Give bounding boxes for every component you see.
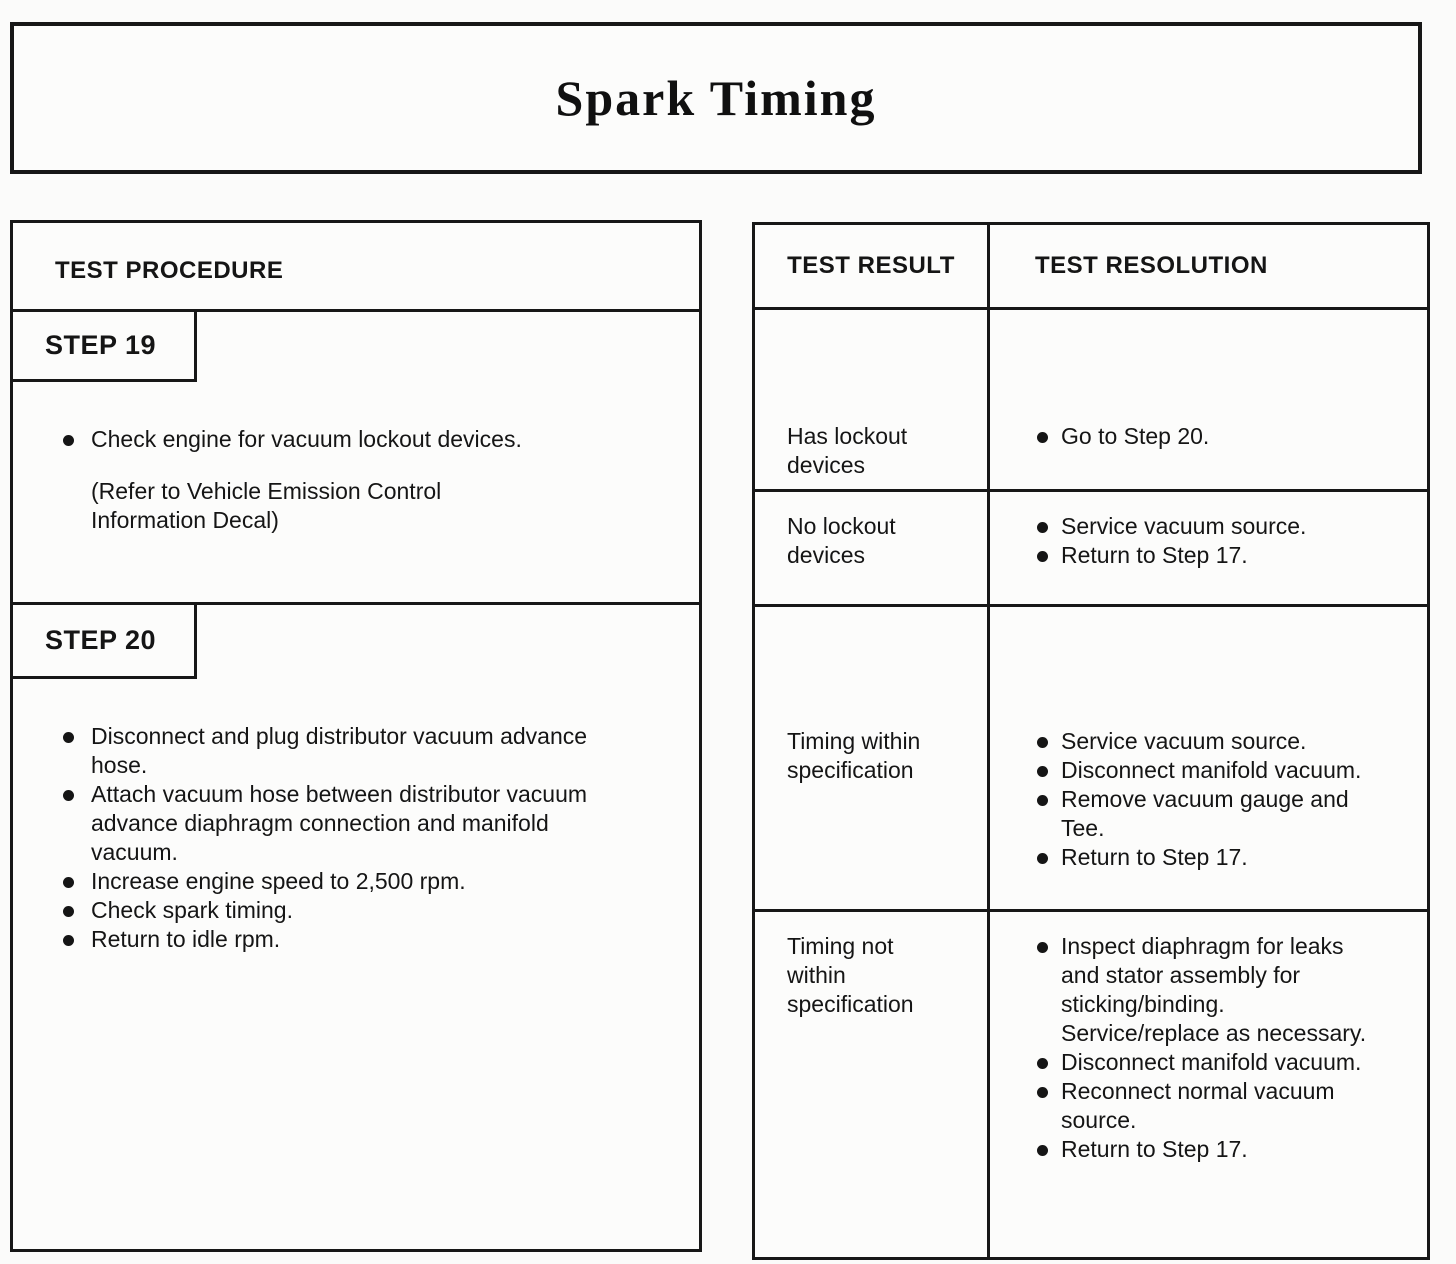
resolution-text: Go to Step 20. [1061,423,1210,449]
resolution-bullet [1035,843,1427,872]
test-result-header: TEST RESULT [755,225,990,310]
resolution-text: Service vacuum source. [1061,728,1307,754]
procedure-bullet-text: Attach vacuum hose between distributor vacuum advance diaphragm connection and manifold vacuum. [91,781,588,865]
resolution-bullet [1035,932,1427,1048]
resolution-text: Return to Step 17. [1061,1136,1248,1162]
procedure-bullet [61,780,669,867]
test-result-cell [755,912,990,1257]
procedure-bullet [61,867,669,896]
step-20-content [13,679,699,954]
test-resolution-header: TEST RESOLUTION [990,225,1427,310]
result-text: Timing within specification [787,728,921,783]
test-resolution-cell [990,607,1427,912]
step-20-section [13,605,699,1249]
results-table [752,222,1430,1260]
procedure-bullet-text: Check engine for vacuum lockout devices. [91,426,522,452]
test-procedure-panel [10,220,702,1252]
procedure-bullet [61,896,669,925]
resolution-text: Disconnect manifold vacuum. [1061,757,1362,783]
procedure-bullet-text: Return to idle rpm. [91,926,281,952]
procedure-bullet-text: Increase engine speed to 2,500 rpm. [91,868,466,894]
resolution-text: Disconnect manifold vacuum. [1061,1049,1362,1075]
resolution-bullet [1035,422,1427,451]
result-text: Timing not within specification [787,933,914,1017]
test-result-cell [755,310,990,492]
step-19-label: STEP 19 [45,330,157,360]
resolution-bullet [1035,756,1427,785]
resolution-bullet [1035,1135,1427,1164]
step-20-tab [13,605,197,679]
procedure-bullet-text: Disconnect and plug distributor vacuum advance hose. [91,723,588,778]
step-19-content [13,382,699,535]
test-result-cell [755,607,990,912]
result-text: No lockout devices [787,513,896,568]
resolution-text: Remove vacuum gauge and Tee. [1061,786,1349,841]
resolution-bullet [1035,541,1427,570]
procedure-note: (Refer to Vehicle Emission Control Information Decal) [91,478,442,533]
resolution-bullet [1035,785,1427,843]
result-text: Has lockout devices [787,423,908,478]
resolution-bullet [1035,1048,1427,1077]
title-panel [10,22,1422,174]
resolution-text: Return to Step 17. [1061,542,1248,568]
resolution-text: Reconnect normal vacuum source. [1061,1078,1335,1133]
resolution-text: Service vacuum source. [1061,513,1307,539]
test-procedure-header: TEST PROCEDURE [13,223,699,312]
resolution-text: Inspect diaphragm for leaks and stator assembly for sticking/binding. Service/replace as necessary. [1061,933,1367,1046]
test-resolution-cell [990,310,1427,492]
resolution-text: Return to Step 17. [1061,844,1248,870]
resolution-bullet [1035,512,1427,541]
test-resolution-cell [990,912,1427,1257]
test-result-cell [755,492,990,607]
procedure-bullet [61,925,669,954]
resolution-bullet [1035,727,1427,756]
step-20-label: STEP 20 [45,625,157,655]
procedure-bullet [61,425,669,454]
test-resolution-cell [990,492,1427,607]
step-19-tab [13,312,197,382]
document-title: Spark Timing [555,70,877,126]
procedure-bullet [61,722,669,780]
resolution-bullet [1035,1077,1427,1135]
procedure-bullet-text: Check spark timing. [91,897,293,923]
step-19-section [13,312,699,605]
